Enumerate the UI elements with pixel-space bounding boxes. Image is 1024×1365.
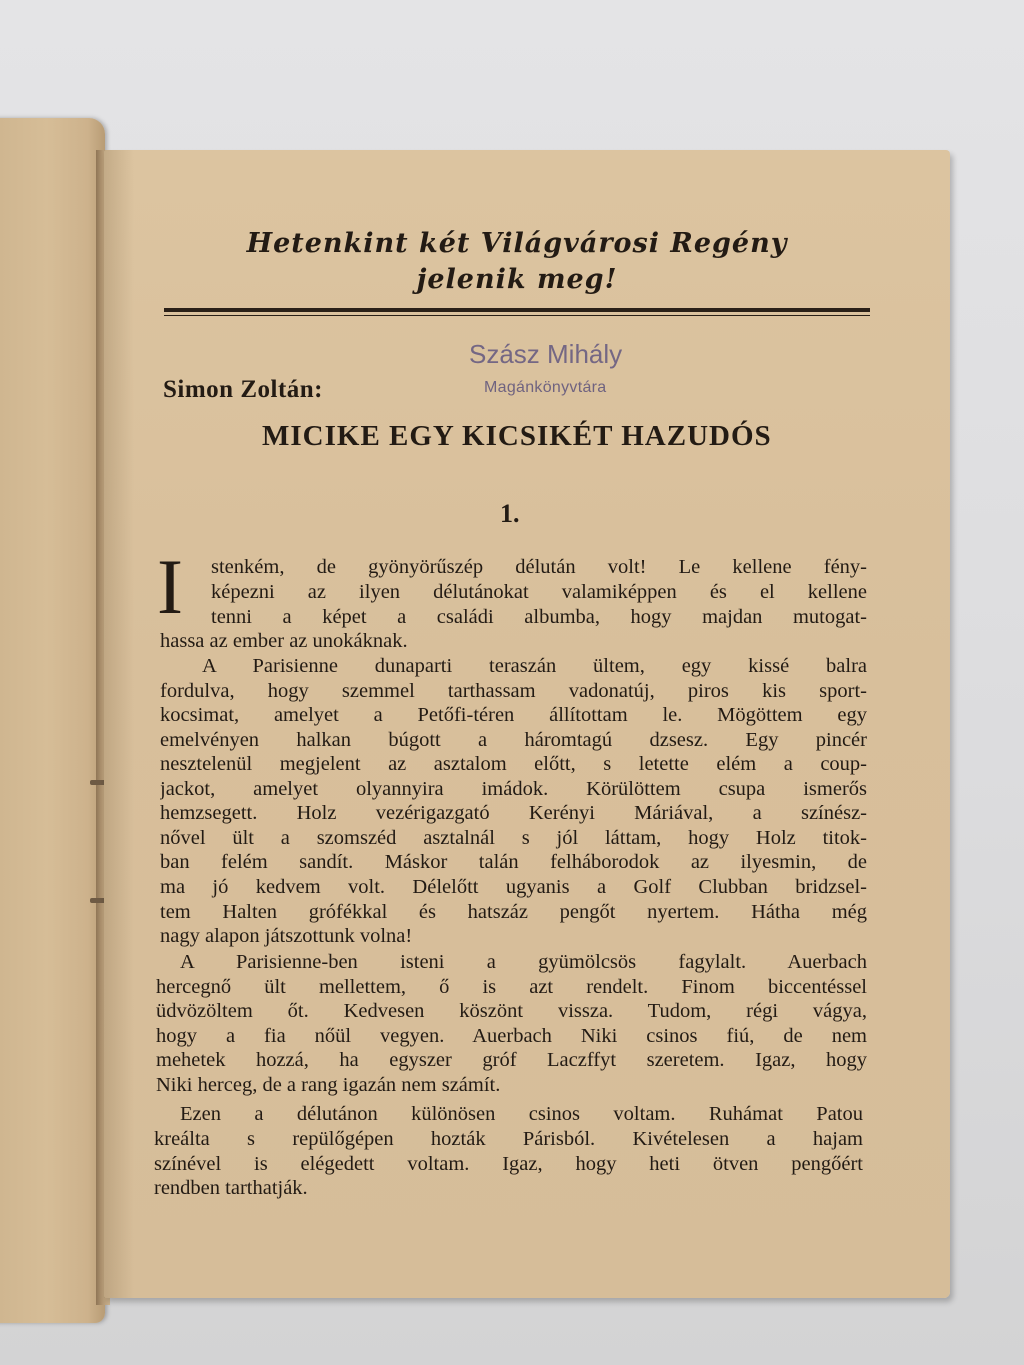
ownership-stamp-name: Szász Mihály xyxy=(469,339,623,369)
header-divider-thin xyxy=(164,315,870,316)
text-line: jackot, amelyet olyannyira imádok. Körülöttem csupa ismerős xyxy=(160,778,867,800)
text-line: stenkém, de gyönyörűszép délután volt! Le kellene fény- xyxy=(211,556,867,578)
series-header-sub: jelenik meg! xyxy=(416,264,618,295)
text-line: Niki herceg, de a rang igazán nem számít. xyxy=(156,1074,501,1096)
text-line: nagy alapon játszottunk volna! xyxy=(160,925,413,947)
ownership-stamp-subtitle: Magánkönyvtára xyxy=(484,379,607,396)
story-title: MICIKE EGY KICSIKÉT HAZUDÓS xyxy=(262,420,772,452)
text-line: hogy a fia nőül vegyen. Auerbach Niki csinos fiú, de nem xyxy=(156,1025,867,1047)
text-line: hercegnő ült mellettem, ő is azt rendelt. Finom biccentéssel xyxy=(156,976,867,998)
text-line: hemzsegett. Holz vezérigazgató Kerényi Máriával, a színész- xyxy=(160,802,867,824)
drop-cap: I xyxy=(157,543,183,630)
text-line: fordulva, hogy szemmel tarthassam vadonatúj, piros kis sport- xyxy=(160,680,867,702)
text-line: tenni a képet a családi albumba, hogy majdan mutogat- xyxy=(211,606,867,628)
text-line: ma jó kedvem volt. Délelőtt ugyanis a Golf Clubban bridzsel- xyxy=(160,876,867,898)
text-line: nővel ült a szomszéd asztalnál s jól láttam, hogy Holz titok- xyxy=(160,827,867,849)
book-page xyxy=(104,150,950,1298)
text-line: kreálta s repülőgépen hozták Párisból. Kivételesen a hajam xyxy=(154,1128,863,1150)
header-divider xyxy=(164,308,870,312)
text-line: A Parisienne dunaparti teraszán ültem, egy kissé balra xyxy=(202,655,867,677)
author-name: Simon Zoltán: xyxy=(163,376,324,403)
text-line: tem Halten grófékkal és hatszáz pengőt nyertem. Hátha még xyxy=(160,901,867,923)
text-line: képezni az ilyen délutánokat valamiképpen és el kellene xyxy=(211,581,867,603)
text-line: nesztelenül megjelent az asztalom előtt, s letette elém a coup- xyxy=(160,753,867,775)
text-line: mehetek hozzá, ha egyszer gróf Laczffyt szeretem. Igaz, hogy xyxy=(156,1049,867,1071)
text-line: üdvözöltem őt. Kedvesen köszönt vissza. Tudom, régi vágya, xyxy=(156,1000,867,1022)
text-line: ban felém sandít. Máskor talán felháborodok az ilyesmin, de xyxy=(160,851,867,873)
chapter-number: 1. xyxy=(500,499,520,528)
text-line: hassa az ember az unokáknak. xyxy=(160,630,408,652)
text-line: színével is elégedett voltam. Igaz, hogy heti ötven pengőért xyxy=(154,1153,863,1175)
text-line: emelvényen halkan búgott a háromtagú dzsesz. Egy pincér xyxy=(160,729,867,751)
series-header: Hetenkint két Világvárosi Regény xyxy=(246,228,788,259)
text-line: rendben tarthatják. xyxy=(154,1177,308,1199)
text-line: Ezen a délutánon különösen csinos voltam. Ruhámat Patou xyxy=(180,1103,863,1125)
text-line: A Parisienne-ben isteni a gyümölcsös fagylalt. Auerbach xyxy=(180,951,867,973)
text-line: kocsimat, amelyet a Petőfi-téren állítottam le. Mögöttem egy xyxy=(160,704,867,726)
left-facing-page xyxy=(0,118,105,1323)
